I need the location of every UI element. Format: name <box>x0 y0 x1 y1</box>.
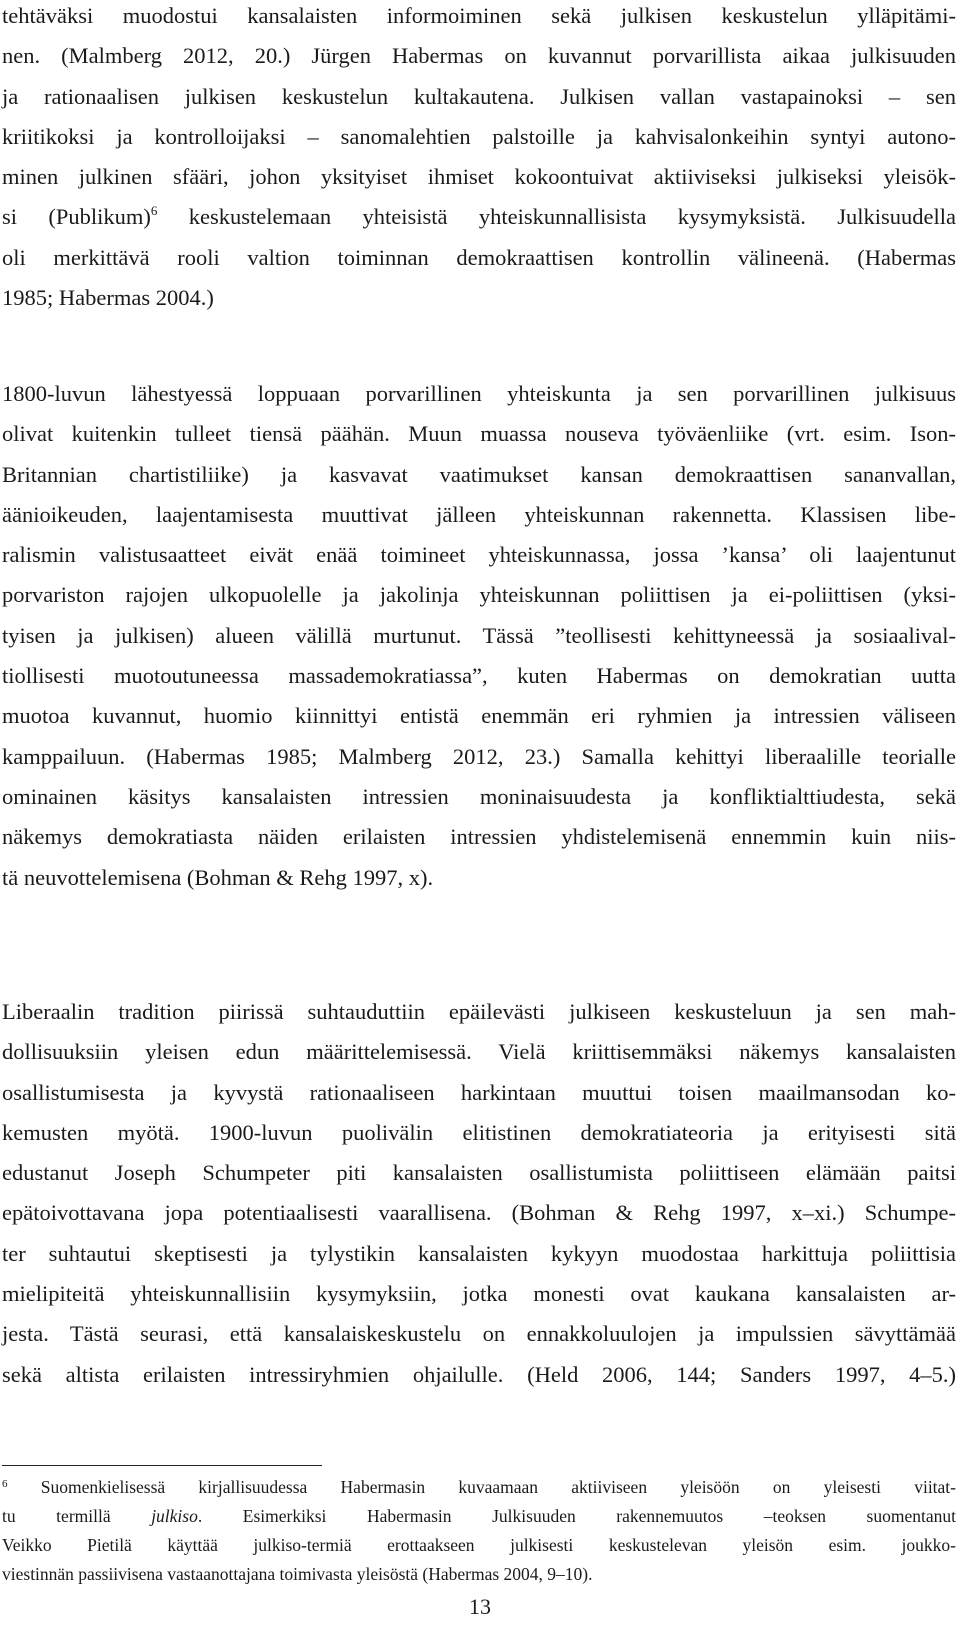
text-line: 1985; Habermas 2004.) <box>2 285 214 311</box>
text-line: sekä altista erilaisten intressiryhmien ohjailulle. (Held 2006, 144; Sanders 1997, 4–5.) <box>2 1361 956 1387</box>
footnote-reference[interactable]: 6 <box>150 203 158 219</box>
footnote-separator <box>2 1465 322 1466</box>
text-line: jesta. Tästä seurasi, että kansalaiskeskustelu on ennakkoluulojen ja impulssien sävyttämää <box>2 1321 956 1347</box>
text-line: muotoa kuvannut, huomio kiinnittyi entistä enemmän eri ryhmien ja intressien väliseen <box>2 703 956 729</box>
emphasized-term: julkiso <box>151 1506 198 1526</box>
text-line: äänioikeuden, laajentamisesta muuttivat jälleen yhteiskunnan rakennetta. Klassisen libe- <box>2 501 956 527</box>
text-line: kemusten myötä. 1900-luvun puolivälin elitistinen demokratiateoria ja erityisesti sitä <box>2 1119 956 1145</box>
text-line: ralismin valistusaatteet eivät enää toimineet yhteiskunnassa, jossa ’kansa’ oli laajentunut <box>2 542 956 568</box>
text-line: kriitikoksi ja kontrolloijaksi – sanomalehtien palstoille ja kahvisalonkeihin syntyi autono- <box>2 123 956 149</box>
footnote-line: Veikko Pietilä käyttää julkiso-termiä erottaakseen julkisesti keskustelevan yleisön esim. joukko- <box>2 1535 956 1555</box>
text-line: kamppailuun. (Habermas 1985; Malmberg 2012, 23.) Samalla kehittyi liberaalille teorialle <box>2 743 956 769</box>
text-fragment: . Esimerkiksi Habermasin Julkisuuden rakennemuutos –teoksen suomentanut <box>197 1506 956 1526</box>
text-line: edustanut Joseph Schumpeter piti kansalaisten osallistumista poliittiseen elämään paitsi <box>2 1160 956 1186</box>
text-line: Britannian chartistiliike) ja kasvavat vaatimukset kansan demokraattisen sananvallan, <box>2 461 956 487</box>
text-line: Liberaalin tradition piirissä suhtauduttiin epäilevästi julkiseen keskusteluun ja sen mah- <box>2 999 956 1024</box>
text-line: osallistumisesta ja kyvystä rationaaliseen harkintaan muuttui toisen maailmansodan ko- <box>2 1079 956 1105</box>
text-fragment: tu termillä <box>2 1506 152 1526</box>
text-line: epätoivottavana jopa potentiaalisesti vaarallisena. (Bohman & Rehg 1997, x–xi.) Schumpe- <box>2 1200 956 1226</box>
page-number: 13 <box>469 1594 491 1619</box>
paragraph-1 <box>2 0 956 318</box>
footnote-line <box>2 1473 956 1502</box>
text-line: tiollisesti muotoutuneessa massademokratiassa”, kuten Habermas on demokratian uutta <box>2 663 956 689</box>
text-line: minen julkinen sfääri, johon yksityiset ihmiset kokoontuivat aktiiviseksi julkiseksi yleisök- <box>2 164 956 190</box>
text-line: ter suhtautui skeptisesti ja tylystikin kansalaisten kykyyn muodostaa harkittuja poliittisia <box>2 1240 956 1266</box>
text-line <box>2 197 956 237</box>
text-line: ominainen käsitys kansalaisten intressien moninaisuudesta ja konfliktialttiudesta, sekä <box>2 783 956 809</box>
text-line: nen. (Malmberg 2012, 20.) Jürgen Habermas on kuvannut porvarillista aikaa julkisuuden <box>2 43 956 69</box>
text-line: tyisen ja julkisen) alueen välillä murtunut. Tässä ”teollisesti kehittyneessä ja sosiaalival- <box>2 622 956 648</box>
text-line: mielipiteitä yhteiskunnallisiin kysymyksiin, jotka monesti ovat kaukana kansalaisten ar- <box>2 1281 956 1307</box>
text-line: olivat kuitenkin tulleet tiensä päähän. Muun muassa nouseva työväenliike (vrt. esim. Ison- <box>2 421 956 447</box>
paragraph-3 <box>2 992 956 1395</box>
text-fragment: Suomenkielisessä kirjallisuudessa Habermasin kuvaamaan aktiiviseen yleisöön on yleisesti viitat- <box>7 1477 956 1497</box>
footnote-line: viestinnän passiivisena vastaanottajana toimivasta yleisöstä (Habermas 2004, 9–10). <box>2 1564 593 1584</box>
footnote-marker: 6 <box>2 1478 8 1490</box>
text-line: porvariston rajojen ulkopuolelle ja jakolinja yhteiskunnan poliittisen ja ei-poliittisen (yksi- <box>2 582 956 608</box>
paragraph-2 <box>2 374 956 898</box>
text-line: näkemys demokratiasta näiden erilaisten intressien yhdistelemisenä ennemmin kuin niis- <box>2 824 956 850</box>
text-line: oli merkittävä rooli valtion toiminnan demokraattisen kontrollin välineenä. (Habermas <box>2 244 956 270</box>
footnote-line <box>2 1502 956 1531</box>
text-fragment: si (Publikum) <box>2 204 151 230</box>
text-line: tehtäväksi muodostui kansalaisten informoiminen sekä julkisen keskustelun ylläpitämi- <box>2 3 956 28</box>
text-line: tä neuvottelemisena (Bohman & Rehg 1997, x). <box>2 864 434 890</box>
text-line: dollisuuksiin yleisen edun määrittelemisessä. Vielä kriittisemmäksi näkemys kansalaisten <box>2 1039 956 1065</box>
text-fragment: keskustelemaan yhteisistä yhteiskunnallisista kysymyksistä. Julkisuudella <box>157 204 956 230</box>
footnote <box>2 1473 956 1589</box>
text-line: ja rationaalisen julkisen keskustelun kultakautena. Julkisen vallan vastapainoksi – sen <box>2 83 956 109</box>
text-line: 1800-luvun lähestyessä loppuaan porvarillinen yhteiskunta ja sen porvarillinen julkisuus <box>2 381 956 406</box>
